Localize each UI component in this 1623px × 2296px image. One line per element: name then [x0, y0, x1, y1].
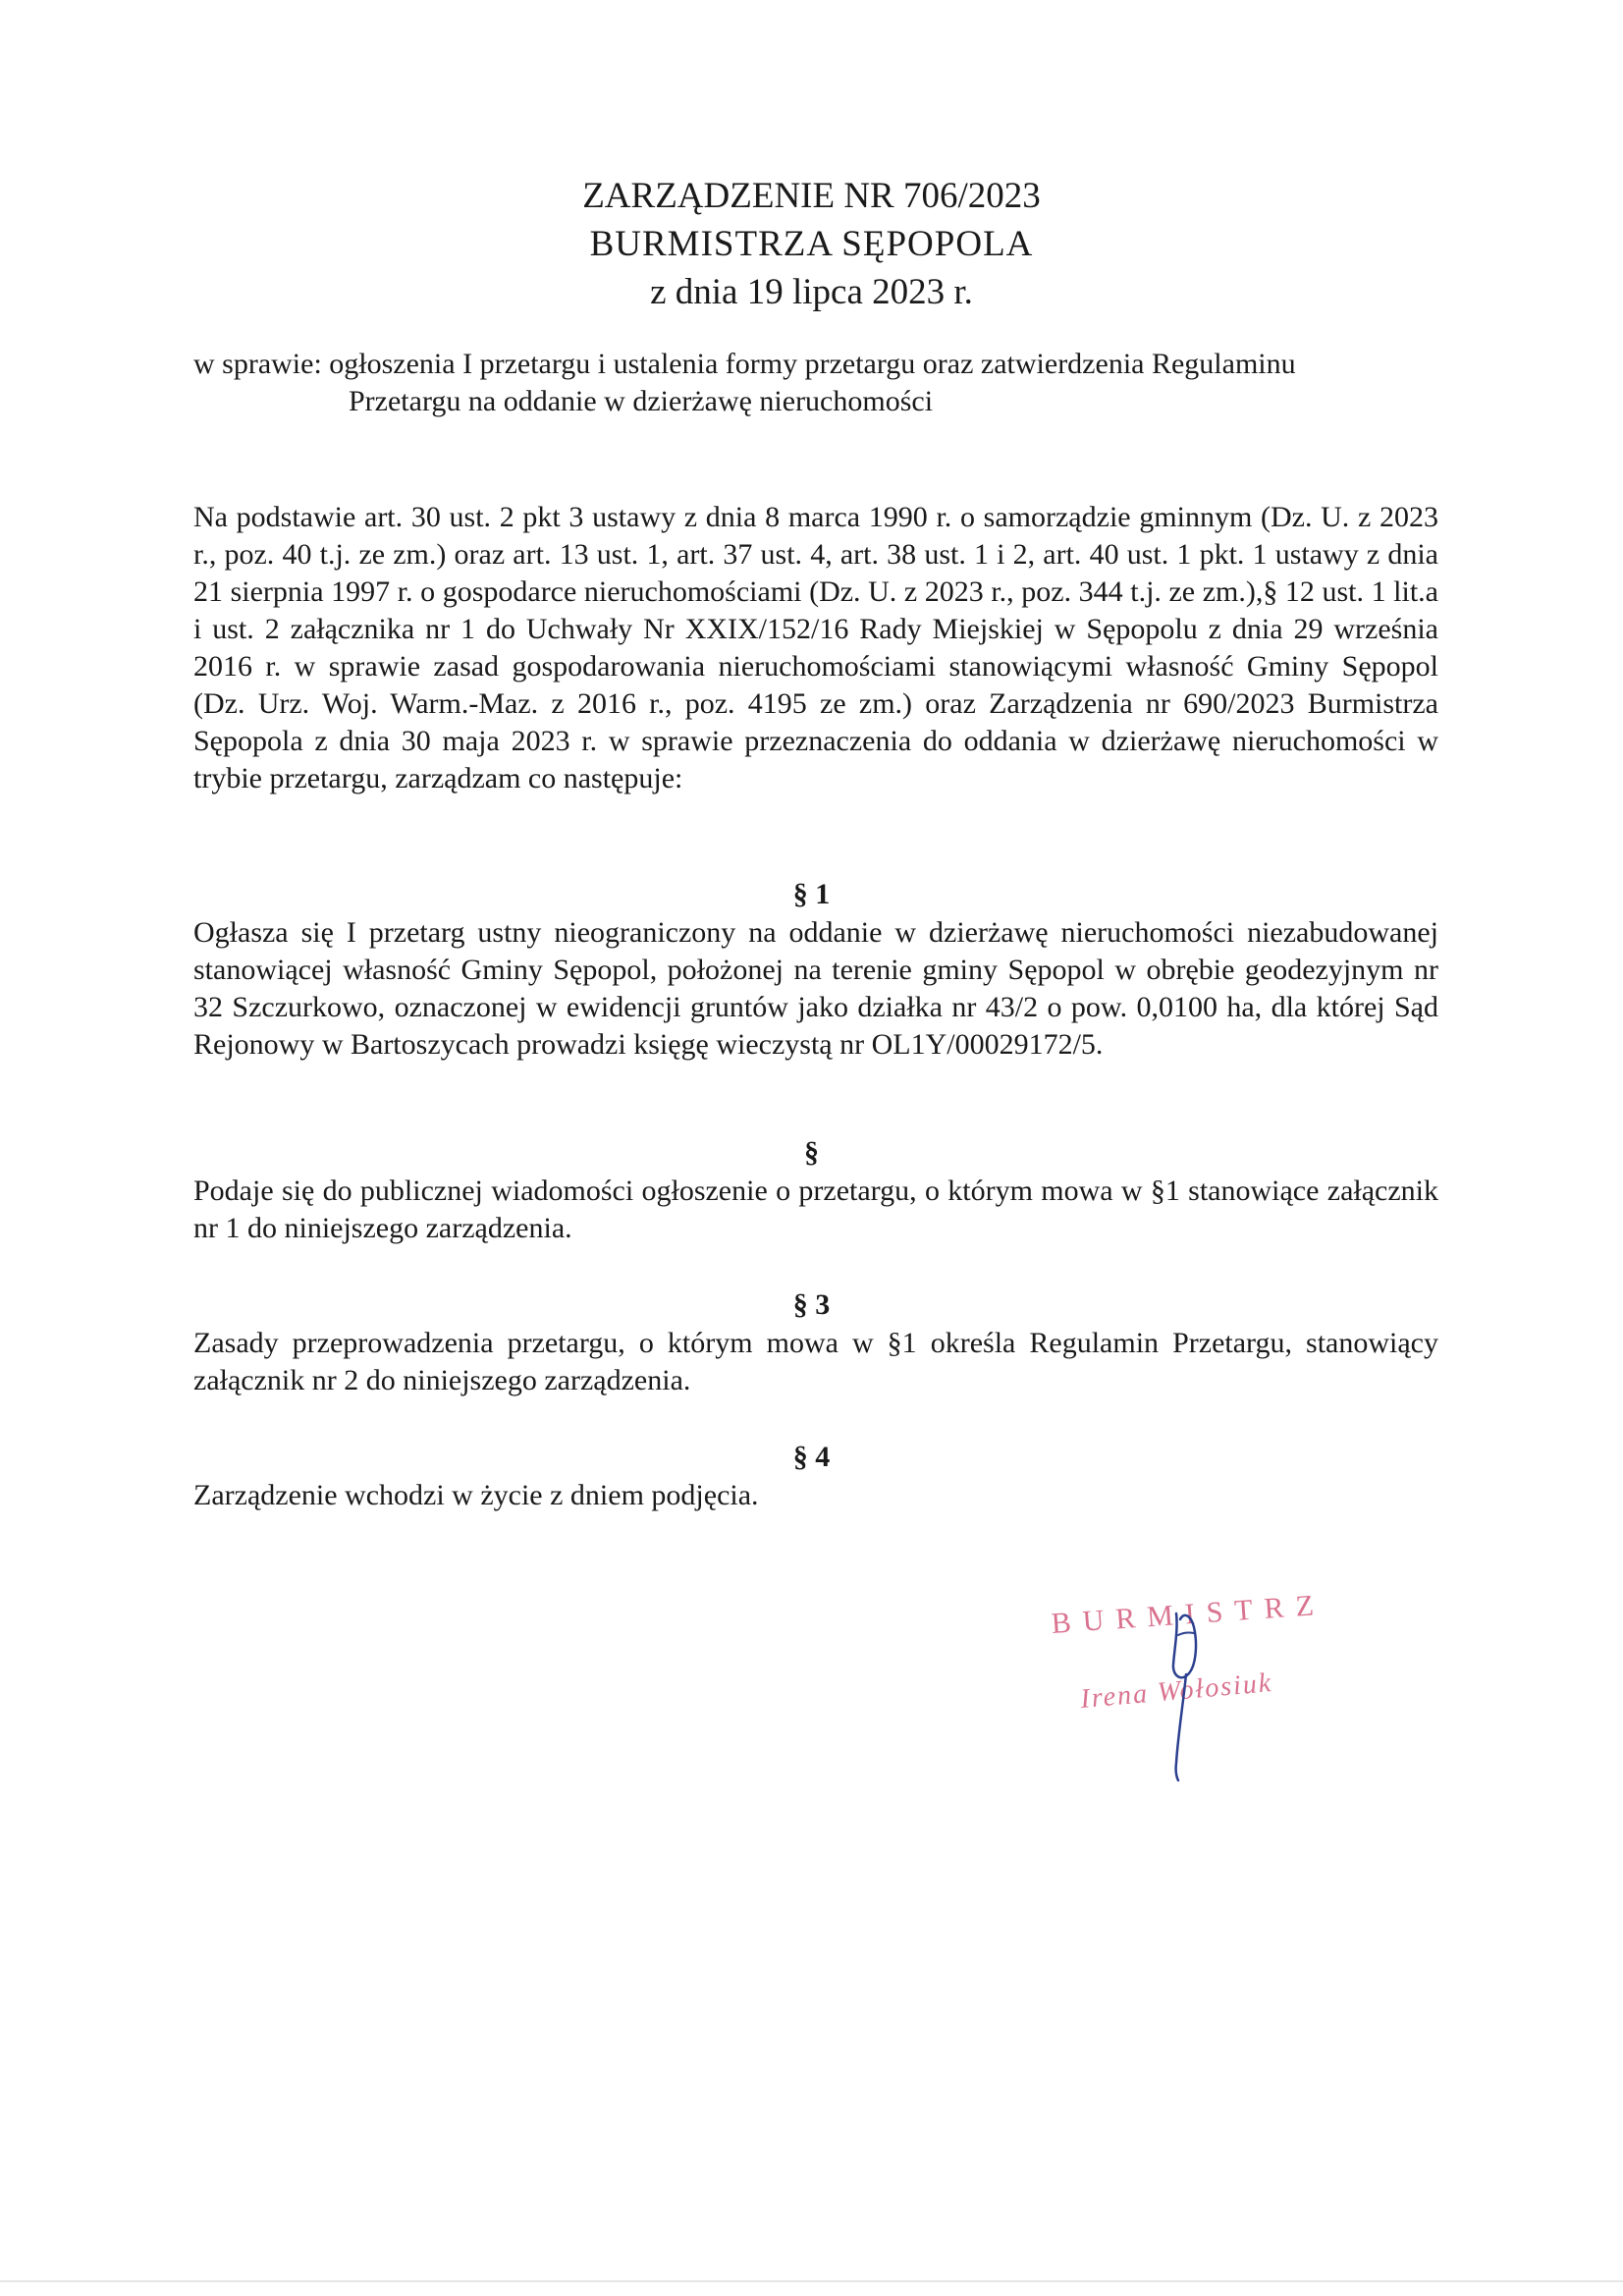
handwritten-signature [1031, 1576, 1384, 1792]
stamp-name: Irena Wołosiuk [1079, 1667, 1274, 1716]
section-3-text: Zasady przeprowadzenia przetargu, o którym mowa w §1 określa Regulamin Przetargu, stanowiący załącznik nr 2 do niniejszego zarządzenia. [193, 1327, 1438, 1396]
section-2-text: Podaje się do publicznej wiadomości ogłoszenie o przetargu, o którym mowa w §1 stanowiące załącznik nr 1 do niniejszego zarządzenia. [193, 1175, 1438, 1244]
section-4-text: Zarządzenie wchodzi w życie z dniem podjęcia. [193, 1479, 759, 1511]
document-header [0, 172, 1623, 316]
section-3-mark: § 3 [792, 1288, 831, 1321]
section-1-mark: § 1 [792, 878, 831, 910]
section-2-mark: § [804, 1136, 819, 1169]
document-number: ZARZĄDZENIE NR 706/2023 [582, 176, 1041, 216]
subject-line-2: Przetargu na oddanie w dzierżawę nieruchomości [349, 385, 934, 417]
subject-line-1: w sprawie: ogłoszenia I przetargu i ustalenia formy przetargu oraz zatwierdzenia Regulaminu [193, 348, 1296, 380]
issuing-authority: BURMISTRZA SĘPOPOLA [589, 224, 1034, 264]
section-4-mark: § 4 [792, 1441, 831, 1473]
legal-basis-paragraph: Na podstawie art. 30 ust. 2 pkt 3 ustawy z dnia 8 marca 1990 r. o samorządzie gminnym (Dz. U. z 2023 r., poz. 40 t.j. ze zm.) oraz art. 13 ust. 1, art. 37 ust. 4, art. 38 ust. 1 i 2, art. 40 ust. 1 pkt. 1 ustawy z dnia 21 sierpnia 1997 r. o gospodarce nieruchomościami (Dz. U. z 2023 r., poz. 344 t.j. ze zm.),§ 12 ust. 1 lit.a i ust. 2 załącznika nr 1 do Uchwały Nr XXIX/152/16 Rady Miejskiej w Sępopolu z dnia 29 września 2016 r. w sprawie zasad gospodarowania nieruchomościami stanowiącymi własność Gminy Sępopol (Dz. Urz. Woj. Warm.-Maz. z 2016 r., poz. 4195 ze zm.) oraz Zarządzenia nr 690/2023 Burmistrza Sępopola z dnia 30 maja 2023 r. w sprawie przeznaczenia do oddania w dzierżawę nieruchomości w trybie przetargu, zarządzam co następuje: [193, 501, 1438, 794]
page-bottom-divider [0, 2280, 1623, 2282]
document-date: z dnia 19 lipca 2023 r. [650, 272, 973, 312]
mayor-stamp [1031, 1576, 1384, 1792]
section-1-text: Ogłasza się I przetarg ustny nieograniczony na oddanie w dzierżawę nieruchomości niezabudowanej stanowiącej własność Gminy Sępopol, położonej na terenie gminy Sępopol w obrębie geodezyjnym nr 32 Szczurkowo, oznaczonej w ewidencji gruntów jako działka nr 43/2 o pow. 0,0100 ha, dla której Sąd Rejonowy w Bartoszycach prowadzi księgę wieczystą nr OL1Y/00029172/5. [193, 916, 1438, 1061]
stamp-title: BURMISTRZ [1050, 1588, 1326, 1641]
document-subject [193, 346, 1440, 420]
